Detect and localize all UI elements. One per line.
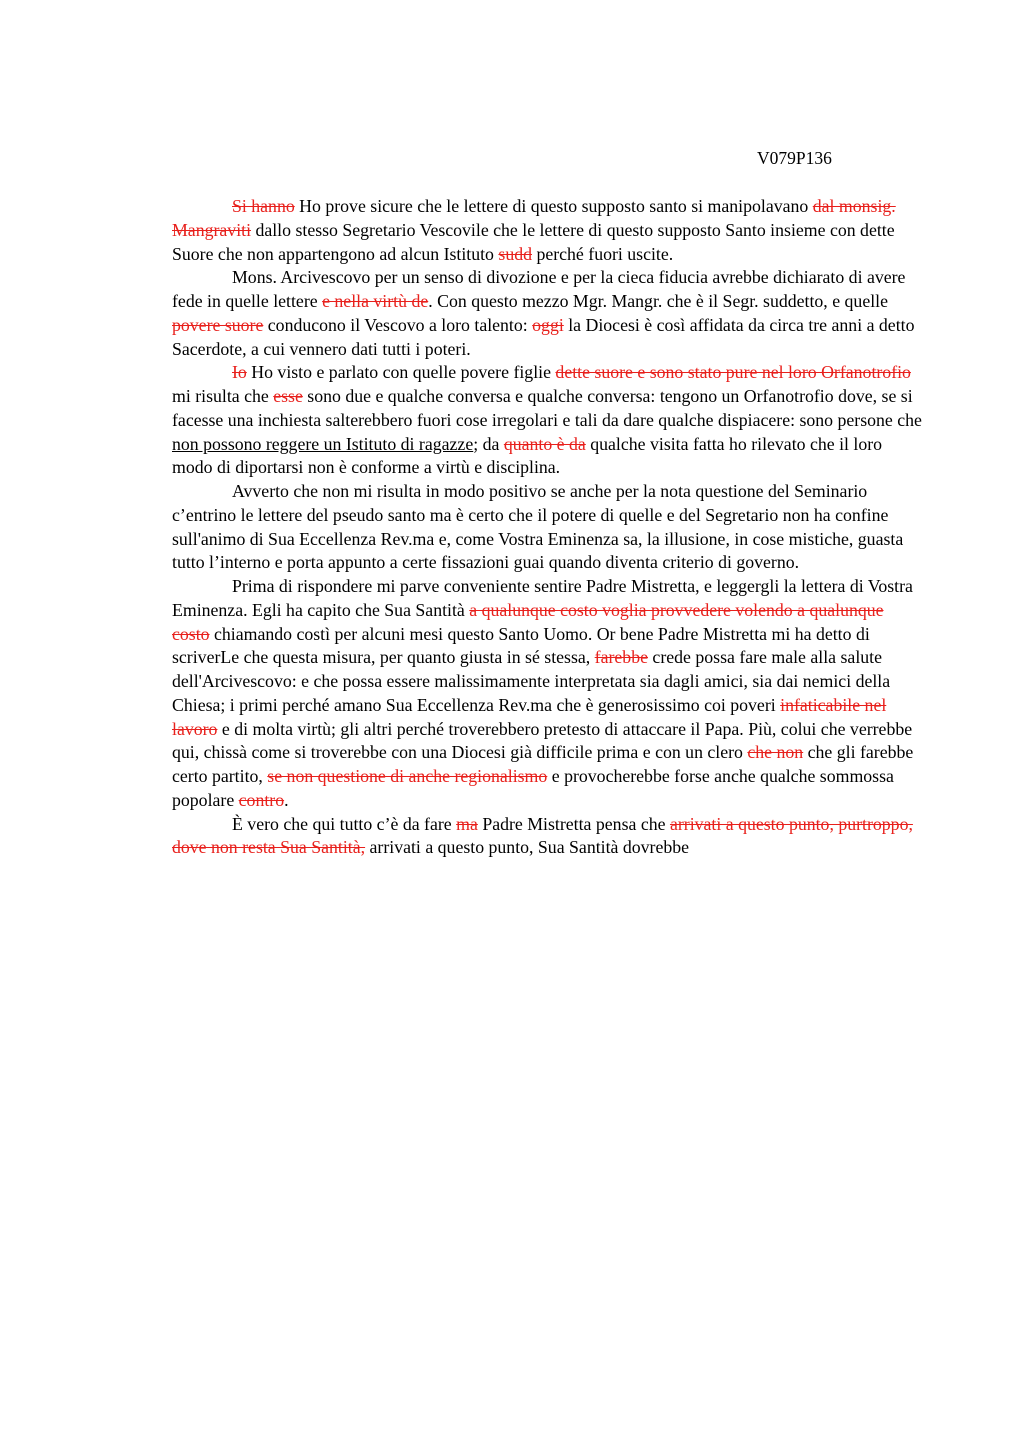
paragraph bbox=[172, 813, 924, 861]
deleted-text: farebbe bbox=[594, 647, 648, 668]
deleted-text: e nella virtù de bbox=[322, 291, 429, 311]
text-run: È vero che qui tutto c’è da fare bbox=[232, 813, 457, 834]
text-run: ; da bbox=[473, 433, 504, 454]
deleted-text: povere suore bbox=[172, 314, 264, 335]
text-run: Avverto che non mi risulta in modo positivo se anche per la nota questione del Seminario c’entrino le lettere del pseudo santo ma è certo che il potere di quelle e del Segretario non ha confine sull'animo di Sua Eccellenza Rev.ma e, come Vostra Eminenza sa, la illusione, in cose mistiche, guasta tutto l’interno e porta appunto a certe fissazioni guai quando diventa criterio di governo. bbox=[172, 481, 904, 573]
deleted-text: arrivati a questo punto, purtroppo, dove non resta Sua Santità, bbox=[172, 813, 913, 858]
text-run: Mons. Arcivescovo per un senso di divozione e per la cieca fiducia avrebbe dichiarato di avere fede in quelle lettere bbox=[172, 267, 906, 311]
text-run: Ho visto e parlato con quelle povere figlie bbox=[246, 362, 556, 383]
paragraph bbox=[172, 361, 924, 480]
deleted-text: a qualunque costo voglia provvedere volendo a qualunque costo bbox=[172, 599, 884, 644]
deleted-text: Mangraviti bbox=[172, 219, 252, 240]
text-run: arrivati a questo punto, Sua Santità dovrebbe bbox=[365, 837, 690, 858]
deleted-text: sudd bbox=[498, 243, 532, 264]
text-run: Padre Mistretta pensa che bbox=[477, 813, 670, 834]
text-run: perché fuori uscite. bbox=[532, 243, 674, 264]
text-run: la Diocesi è così affidata da circa tre anni a detto Sacerdote, a cui vennero dati tutti i poteri. bbox=[172, 314, 915, 359]
text-run: mi risulta che bbox=[172, 386, 274, 406]
text-run: crede possa fare male alla salute dell'Arcivescovo: e che possa essere malissimamente interpretata sia dagli amici, sia dai nemici della Chiesa; i primi perché amano Sua Eccellenza Rev.ma che è generosissimo coi poveri bbox=[172, 647, 891, 715]
text-run: qualche visita fatta ho rilevato che il loro modo di diportarsi non è conforme a virtù e disciplina. bbox=[172, 433, 883, 478]
letter-body bbox=[172, 195, 924, 860]
deleted-text: dal monsig. bbox=[812, 196, 896, 216]
text-run: chiamando costì per alcuni mesi questo Santo Uomo. Or bene Padre Mistretta mi ha detto di scriverLe che questa misura, per quanto giusta in sé stessa, bbox=[172, 623, 870, 668]
text-run: sono due e qualche conversa e qualche conversa: tengono un Orfanotrofio dove, se si facesse una inchiesta salterebbero fuori cose irregolari e tali da dare qualche dispiacere: sono persone che bbox=[172, 386, 922, 430]
deleted-text: esse bbox=[273, 386, 303, 406]
text-run: . bbox=[284, 789, 289, 810]
deleted-text: se non questione di anche regionalismo bbox=[267, 766, 548, 786]
text-run: dallo stesso Segretario Vescovile che le lettere di questo supposto Santo insieme con dette Suore che non appartengono ad alcun Istituto bbox=[172, 219, 895, 264]
text-run: Ho prove sicure che le lettere di questo supposto santo si manipolavano bbox=[294, 196, 813, 216]
text-run: Prima di rispondere mi parve conveniente sentire Padre Mistretta, e leggergli la lettera di Vostra Eminenza. Egli ha capito che Sua Santità bbox=[172, 576, 913, 620]
deleted-text: ma bbox=[456, 813, 478, 834]
deleted-text: oggi bbox=[532, 314, 564, 335]
deleted-text: Io bbox=[232, 362, 247, 383]
deleted-text: contro bbox=[238, 789, 285, 810]
text-run: che gli farebbe certo partito, bbox=[172, 742, 914, 786]
paragraph bbox=[172, 195, 924, 266]
paragraph bbox=[172, 266, 924, 361]
paragraph bbox=[172, 575, 924, 813]
deleted-text: infaticabile nel lavoro bbox=[172, 694, 887, 739]
paragraph bbox=[172, 480, 924, 575]
deleted-text: Si hanno bbox=[232, 196, 295, 216]
document-id: V079P136 bbox=[757, 148, 832, 168]
deleted-text: che non bbox=[747, 742, 804, 763]
text-run: . Con questo mezzo Mgr. Mangr. che è il Segr. suddetto, e quelle bbox=[428, 291, 888, 311]
deleted-text: quanto è da bbox=[503, 433, 586, 454]
underlined-text: non possono reggere un Istituto di ragazze bbox=[172, 433, 474, 454]
text-run: e provocherebbe forse anche qualche sommossa popolare bbox=[172, 766, 894, 810]
text-run: e di molta virtù; gli altri perché troverebbero pretesto di attaccare il Papa. Più, colui che verrebbe qui, chissà come si troverebbe con una Diocesi già difficile prima e con un clero bbox=[172, 718, 913, 763]
deleted-text: dette suore e sono stato pure nel loro Orfanotrofio bbox=[555, 362, 911, 383]
text-run: conducono il Vescovo a loro talento: bbox=[263, 314, 533, 335]
